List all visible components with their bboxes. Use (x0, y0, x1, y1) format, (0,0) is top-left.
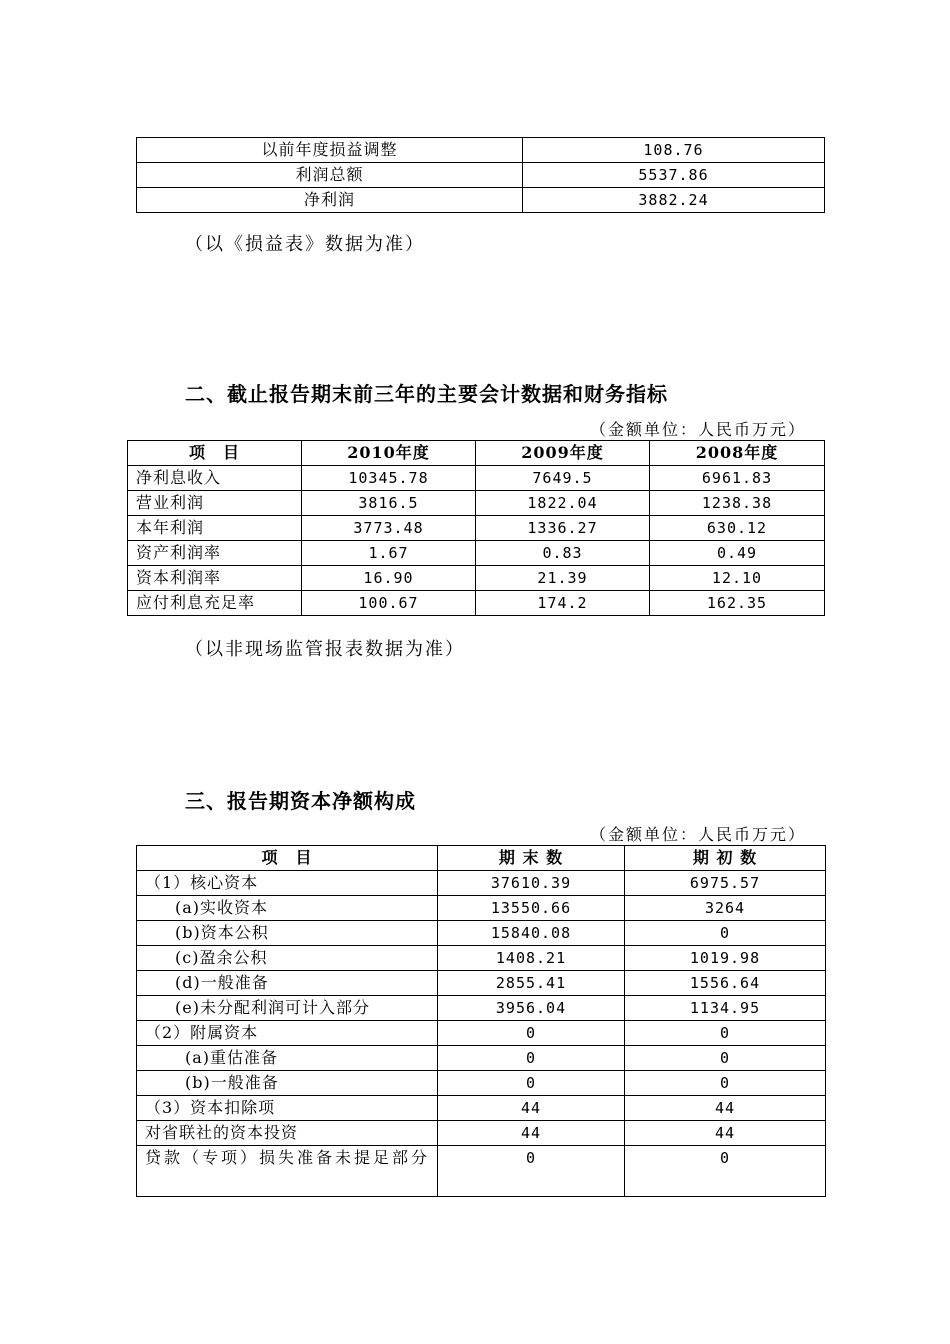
row-item: （3）资本扣除项 (137, 1096, 438, 1121)
value-begin: 1556.64 (625, 971, 826, 996)
value-end: 13550.66 (438, 896, 625, 921)
table-row (128, 466, 825, 491)
value-end: 0 (438, 1146, 625, 1197)
table-row (137, 896, 826, 921)
table-row (137, 1146, 826, 1197)
table-row (137, 971, 826, 996)
value-begin: 44 (625, 1121, 826, 1146)
value-2010: 16.90 (302, 566, 476, 591)
table-row (137, 946, 826, 971)
section-title: 三、报告期资本净额构成 (185, 789, 416, 813)
value-end: 37610.39 (438, 871, 625, 896)
value-begin: 0 (625, 1071, 826, 1096)
table-row (128, 566, 825, 591)
source-note: （以《损益表》数据为准） (185, 234, 425, 255)
value-end: 44 (438, 1096, 625, 1121)
row-item: 贷款（专项）损失准备未提足部分 (137, 1146, 438, 1197)
value-begin: 0 (625, 921, 826, 946)
value-end: 44 (438, 1121, 625, 1146)
value-2010: 3773.48 (302, 516, 476, 541)
value-2008: 1238.38 (650, 491, 825, 516)
value-2008: 0.49 (650, 541, 825, 566)
value-end: 1408.21 (438, 946, 625, 971)
table-row (137, 871, 826, 896)
header-2008: 2008年度 (650, 441, 825, 466)
table-cell-item: 以前年度损益调整 (137, 138, 523, 163)
source-note: （以非现场监管报表数据为准） (185, 639, 465, 660)
header-2010: 2010年度 (302, 441, 476, 466)
table-row (128, 491, 825, 516)
unit-note: （金额单位：人民币万元） (590, 825, 807, 844)
table-row (128, 516, 825, 541)
value-2010: 10345.78 (302, 466, 476, 491)
value-end: 15840.08 (438, 921, 625, 946)
value-2008: 162.35 (650, 591, 825, 616)
row-item: (a)实收资本 (137, 896, 438, 921)
table-row (137, 1071, 826, 1096)
unit-note: （金额单位：人民币万元） (590, 420, 807, 439)
value-begin: 1019.98 (625, 946, 826, 971)
row-item: (c)盈余公积 (137, 946, 438, 971)
financial-indicators-table (127, 440, 825, 616)
value-2008: 630.12 (650, 516, 825, 541)
row-item: 资产利润率 (128, 541, 302, 566)
value-2009: 1822.04 (476, 491, 650, 516)
value-2009: 1336.27 (476, 516, 650, 541)
table-row (137, 138, 825, 163)
row-item: (b)资本公积 (137, 921, 438, 946)
table-row (137, 921, 826, 946)
income-table (136, 137, 825, 213)
value-2009: 174.2 (476, 591, 650, 616)
value-begin: 0 (625, 1046, 826, 1071)
value-2009: 7649.5 (476, 466, 650, 491)
value-begin: 1134.95 (625, 996, 826, 1021)
row-item: 本年利润 (128, 516, 302, 541)
table-cell-item: 利润总额 (137, 163, 523, 188)
value-2008: 6961.83 (650, 466, 825, 491)
row-item: （2）附属资本 (137, 1021, 438, 1046)
table-cell-value: 5537.86 (523, 163, 825, 188)
row-item: (a)重估准备 (137, 1046, 438, 1071)
value-begin: 3264 (625, 896, 826, 921)
table-cell-value: 3882.24 (523, 188, 825, 213)
value-2010: 3816.5 (302, 491, 476, 516)
row-item: (d)一般准备 (137, 971, 438, 996)
value-2008: 12.10 (650, 566, 825, 591)
row-item: （1）核心资本 (137, 871, 438, 896)
table-cell-value: 108.76 (523, 138, 825, 163)
row-item: (b)一般准备 (137, 1071, 438, 1096)
table-row (128, 591, 825, 616)
value-end: 0 (438, 1071, 625, 1096)
value-end: 0 (438, 1021, 625, 1046)
value-begin: 0 (625, 1021, 826, 1046)
value-end: 2855.41 (438, 971, 625, 996)
header-period-begin: 期 初 数 (625, 846, 826, 871)
row-item: (e)未分配利润可计入部分 (137, 996, 438, 1021)
value-2009: 0.83 (476, 541, 650, 566)
table-row (137, 996, 826, 1021)
row-item: 营业利润 (128, 491, 302, 516)
value-begin: 44 (625, 1096, 826, 1121)
row-item: 净利息收入 (128, 466, 302, 491)
value-2009: 21.39 (476, 566, 650, 591)
row-item: 资本利润率 (128, 566, 302, 591)
value-begin: 0 (625, 1146, 826, 1197)
header-item: 项 目 (128, 441, 302, 466)
value-2010: 1.67 (302, 541, 476, 566)
value-end: 0 (438, 1046, 625, 1071)
table-row (137, 163, 825, 188)
table-header-row (137, 846, 826, 871)
value-2010: 100.67 (302, 591, 476, 616)
header-period-end: 期 末 数 (438, 846, 625, 871)
table-row (137, 1021, 826, 1046)
header-2009: 2009年度 (476, 441, 650, 466)
value-begin: 6975.57 (625, 871, 826, 896)
section-title: 二、截止报告期末前三年的主要会计数据和财务指标 (185, 382, 668, 406)
row-item: 对省联社的资本投资 (137, 1121, 438, 1146)
row-item: 应付利息充足率 (128, 591, 302, 616)
value-end: 3956.04 (438, 996, 625, 1021)
table-header-row (128, 441, 825, 466)
table-cell-item: 净利润 (137, 188, 523, 213)
table-row (137, 1096, 826, 1121)
header-item: 项 目 (137, 846, 438, 871)
table-row (137, 1046, 826, 1071)
capital-table (136, 845, 826, 1197)
table-row (137, 188, 825, 213)
table-row (128, 541, 825, 566)
table-row (137, 1121, 826, 1146)
